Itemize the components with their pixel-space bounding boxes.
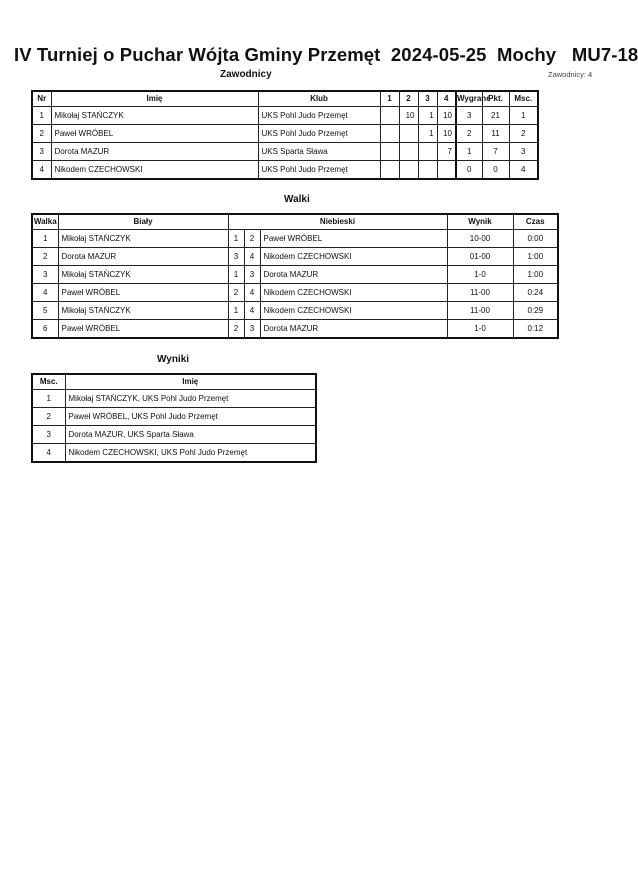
col-club: Klub <box>258 91 380 107</box>
table-row <box>32 302 558 320</box>
blue-fighter: Nikodem CZECHOWSKI <box>260 284 447 302</box>
bout-time: 0:24 <box>513 284 558 302</box>
bout-time: 1:00 <box>513 266 558 284</box>
table-row <box>32 143 538 161</box>
col-name: Imię <box>65 374 316 390</box>
row-name: Dorota MAZUR <box>51 143 258 161</box>
white-fighter: Mikołaj STAŃCZYK <box>58 266 228 284</box>
blue-number: 4 <box>244 284 260 302</box>
bout-result: 1-0 <box>447 266 513 284</box>
col-place: Msc. <box>509 91 538 107</box>
blue-fighter: Dorota MAZUR <box>260 266 447 284</box>
col-bout: Walka <box>32 214 58 230</box>
row-club: UKS Pohl Judo Przemęt <box>258 107 380 125</box>
row-wins: 3 <box>456 107 482 125</box>
row-wins: 0 <box>456 161 482 180</box>
row-wins: 2 <box>456 125 482 143</box>
blue-number: 3 <box>244 266 260 284</box>
blue-number: 4 <box>244 302 260 320</box>
col-place: Msc. <box>32 374 65 390</box>
blue-fighter: Paweł WRÓBEL <box>260 230 447 248</box>
row-name: Mikołaj STAŃCZYK <box>51 107 258 125</box>
row-nr: 4 <box>32 161 51 180</box>
row-points: 11 <box>482 125 509 143</box>
bout-number: 2 <box>32 248 58 266</box>
result-place: 2 <box>32 408 65 426</box>
blue-number: 3 <box>244 320 260 339</box>
bout-result: 11-00 <box>447 284 513 302</box>
result-name: Paweł WRÓBEL, UKS Pohl Judo Przemęt <box>65 408 316 426</box>
row-r1 <box>380 143 399 161</box>
row-points: 7 <box>482 143 509 161</box>
col-nr: Nr <box>32 91 51 107</box>
row-wins: 1 <box>456 143 482 161</box>
results-header-row <box>32 374 316 390</box>
row-points: 0 <box>482 161 509 180</box>
row-place: 3 <box>509 143 538 161</box>
col-result: Wynik <box>447 214 513 230</box>
tournament-name: IV Turniej o Puchar Wójta Gminy Przemęt <box>14 44 381 65</box>
row-club: UKS Pohl Judo Przemęt <box>258 125 380 143</box>
row-points: 21 <box>482 107 509 125</box>
row-nr: 3 <box>32 143 51 161</box>
competitors-count: Zawodnicy: 4 <box>548 70 593 79</box>
white-fighter: Mikołaj STAŃCZYK <box>58 302 228 320</box>
bouts-header-row <box>32 214 558 230</box>
blue-fighter: Dorota MAZUR <box>260 320 447 339</box>
white-fighter: Dorota MAZUR <box>58 248 228 266</box>
result-place: 4 <box>32 444 65 463</box>
row-r3 <box>418 143 437 161</box>
row-r4: 10 <box>437 107 456 125</box>
table-row <box>32 284 558 302</box>
col-r1: 1 <box>380 91 399 107</box>
row-place: 4 <box>509 161 538 180</box>
table-row <box>32 444 316 463</box>
table-row <box>32 125 538 143</box>
row-place: 2 <box>509 125 538 143</box>
bout-number: 4 <box>32 284 58 302</box>
bout-result: 1-0 <box>447 320 513 339</box>
col-r4: 4 <box>437 91 456 107</box>
row-r3 <box>418 161 437 180</box>
bout-time: 0:29 <box>513 302 558 320</box>
table-row <box>32 230 558 248</box>
result-name: Nikodem CZECHOWSKI, UKS Pohl Judo Przemęt <box>65 444 316 463</box>
blue-number: 4 <box>244 248 260 266</box>
competitors-heading: Zawodnicy <box>220 69 272 80</box>
table-row <box>32 408 316 426</box>
table-row <box>32 390 316 408</box>
result-place: 3 <box>32 426 65 444</box>
row-r2 <box>399 125 418 143</box>
white-number: 3 <box>228 248 244 266</box>
bout-number: 1 <box>32 230 58 248</box>
row-place: 1 <box>509 107 538 125</box>
row-nr: 2 <box>32 125 51 143</box>
row-nr: 1 <box>32 107 51 125</box>
blue-number: 2 <box>244 230 260 248</box>
white-number: 2 <box>228 284 244 302</box>
row-club: UKS Pohl Judo Przemęt <box>258 161 380 180</box>
tournament-category: MU7-18 <box>571 44 638 65</box>
result-name: Mikołaj STAŃCZYK, UKS Pohl Judo Przemęt <box>65 390 316 408</box>
bouts-table <box>31 213 559 339</box>
row-r4: 7 <box>437 143 456 161</box>
bout-number: 3 <box>32 266 58 284</box>
col-white: Biały <box>58 214 228 230</box>
row-r2: 10 <box>399 107 418 125</box>
tournament-date: 2024-05-25 <box>390 44 487 65</box>
row-r3: 1 <box>418 107 437 125</box>
white-fighter: Paweł WRÓBEL <box>58 284 228 302</box>
white-number: 2 <box>228 320 244 339</box>
competitors-header-row <box>32 91 538 107</box>
results-heading: Wyniki <box>157 354 190 365</box>
row-r1 <box>380 125 399 143</box>
table-row <box>32 248 558 266</box>
bout-number: 5 <box>32 302 58 320</box>
row-r4: 10 <box>437 125 456 143</box>
page-title <box>14 44 638 66</box>
white-number: 1 <box>228 266 244 284</box>
row-r1 <box>380 161 399 180</box>
bout-time: 1:00 <box>513 248 558 266</box>
row-r2 <box>399 161 418 180</box>
bout-number: 6 <box>32 320 58 339</box>
col-blue: Niebieski <box>228 214 447 230</box>
white-number: 1 <box>228 302 244 320</box>
result-name: Dorota MAZUR, UKS Sparta Sława <box>65 426 316 444</box>
col-name: Imię <box>51 91 258 107</box>
row-name: Nikodem CZECHOWSKI <box>51 161 258 180</box>
white-number: 1 <box>228 230 244 248</box>
white-fighter: Paweł WRÓBEL <box>58 320 228 339</box>
table-row <box>32 107 538 125</box>
results-table <box>31 373 317 463</box>
blue-fighter: Nikodem CZECHOWSKI <box>260 248 447 266</box>
result-place: 1 <box>32 390 65 408</box>
row-club: UKS Sparta Sława <box>258 143 380 161</box>
bout-result: 10-00 <box>447 230 513 248</box>
bouts-heading: Walki <box>284 194 310 205</box>
row-r1 <box>380 107 399 125</box>
col-wins: Wygrane <box>456 91 482 107</box>
table-row <box>32 426 316 444</box>
col-points: Pkt. <box>482 91 509 107</box>
bout-time: 0:12 <box>513 320 558 339</box>
white-fighter: Mikołaj STAŃCZYK <box>58 230 228 248</box>
row-r3: 1 <box>418 125 437 143</box>
tournament-place: Mochy <box>497 44 557 65</box>
row-r2 <box>399 143 418 161</box>
blue-fighter: Nikodem CZECHOWSKI <box>260 302 447 320</box>
table-row <box>32 266 558 284</box>
table-row <box>32 320 558 339</box>
bout-time: 0:00 <box>513 230 558 248</box>
bout-result: 01-00 <box>447 248 513 266</box>
col-time: Czas <box>513 214 558 230</box>
row-r4 <box>437 161 456 180</box>
col-r2: 2 <box>399 91 418 107</box>
table-row <box>32 161 538 180</box>
bout-result: 11-00 <box>447 302 513 320</box>
row-name: Paweł WRÓBEL <box>51 125 258 143</box>
competitors-table <box>31 90 539 180</box>
col-r3: 3 <box>418 91 437 107</box>
